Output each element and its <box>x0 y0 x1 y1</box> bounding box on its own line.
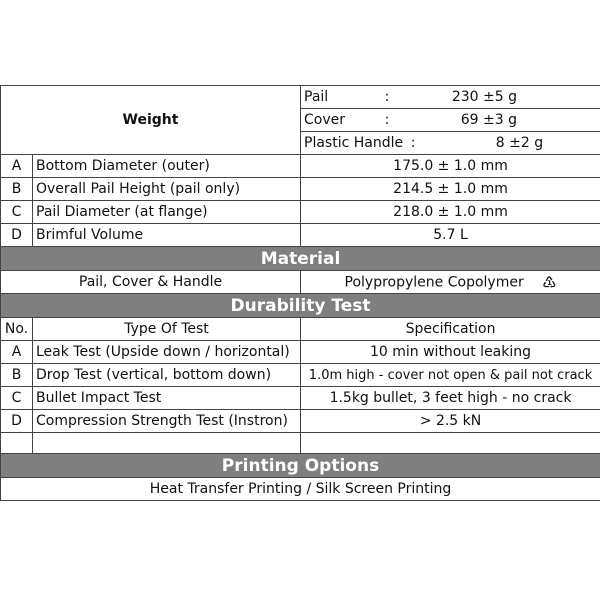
row-letter: A <box>1 155 33 178</box>
dimension-row <box>1 178 600 201</box>
row-letter: C <box>1 201 33 224</box>
column-header-spec: Specification <box>301 318 600 341</box>
row-letter: D <box>1 410 33 433</box>
spec-table <box>0 85 600 501</box>
material-header-row <box>1 247 600 271</box>
test-name: Leak Test (Upside down / horizontal) <box>33 341 301 364</box>
weight-value: 8 ±2 g <box>495 135 544 151</box>
weight-value: 69 ±3 g <box>460 112 518 128</box>
durability-column-headers <box>1 318 600 341</box>
dimension-name: Pail Diameter (at flange) <box>33 201 301 224</box>
weight-label: Weight <box>1 86 301 155</box>
printing-row <box>1 478 600 501</box>
dimension-name: Overall Pail Height (pail only) <box>33 178 301 201</box>
dimension-value: 175.0 ± 1.0 mm <box>301 155 600 178</box>
test-spec: 10 min without leaking <box>301 341 600 364</box>
row-letter: C <box>1 387 33 410</box>
test-spec: > 2.5 kN <box>301 410 600 433</box>
weight-cell-handle <box>301 132 600 155</box>
recycle-icon: ♳ <box>542 272 557 292</box>
weight-colon: : <box>384 89 390 105</box>
dimension-value: 5.7 L <box>301 224 600 247</box>
weight-item: Pail <box>304 89 329 105</box>
durability-header: Durability Test <box>1 294 600 318</box>
empty-cell <box>301 433 600 454</box>
material-row <box>1 271 600 294</box>
test-spec: 1.5kg bullet, 3 feet high - no crack <box>301 387 600 410</box>
durability-row <box>1 387 600 410</box>
weight-cell-cover <box>301 109 600 132</box>
material-item: Pail, Cover & Handle <box>1 271 301 294</box>
durability-empty-row <box>1 433 600 454</box>
row-letter: D <box>1 224 33 247</box>
row-letter: A <box>1 341 33 364</box>
dimension-name: Bottom Diameter (outer) <box>33 155 301 178</box>
weight-colon: : <box>410 135 416 151</box>
durability-row <box>1 364 600 387</box>
row-letter: B <box>1 178 33 201</box>
column-header-type: Type Of Test <box>33 318 301 341</box>
test-name: Drop Test (vertical, bottom down) <box>33 364 301 387</box>
printing-header: Printing Options <box>1 454 600 478</box>
dimension-value: 218.0 ± 1.0 mm <box>301 201 600 224</box>
weight-colon: : <box>384 112 390 128</box>
durability-header-row <box>1 294 600 318</box>
printing-header-row <box>1 454 600 478</box>
printing-value: Heat Transfer Printing / Silk Screen Printing <box>1 478 600 501</box>
dimension-row <box>1 201 600 224</box>
column-header-no: No. <box>1 318 33 341</box>
durability-row <box>1 410 600 433</box>
dimension-row <box>1 155 600 178</box>
dimension-row <box>1 224 600 247</box>
material-value: Polypropylene Copolymer <box>344 274 524 290</box>
weight-value: 230 ±5 g <box>451 89 518 105</box>
test-name: Bullet Impact Test <box>33 387 301 410</box>
material-value-cell <box>301 271 600 294</box>
dimension-value: 214.5 ± 1.0 mm <box>301 178 600 201</box>
weight-cell-pail <box>301 86 600 109</box>
empty-cell <box>1 433 33 454</box>
weight-item: Cover <box>304 112 346 128</box>
test-name: Compression Strength Test (Instron) <box>33 410 301 433</box>
durability-row <box>1 341 600 364</box>
dimension-name: Brimful Volume <box>33 224 301 247</box>
weight-item: Plastic Handle <box>304 135 404 151</box>
empty-cell <box>33 433 301 454</box>
weight-row-pail <box>1 86 600 109</box>
row-letter: B <box>1 364 33 387</box>
test-spec: 1.0m high - cover not open & pail not crack <box>301 364 600 387</box>
material-header: Material <box>1 247 600 271</box>
